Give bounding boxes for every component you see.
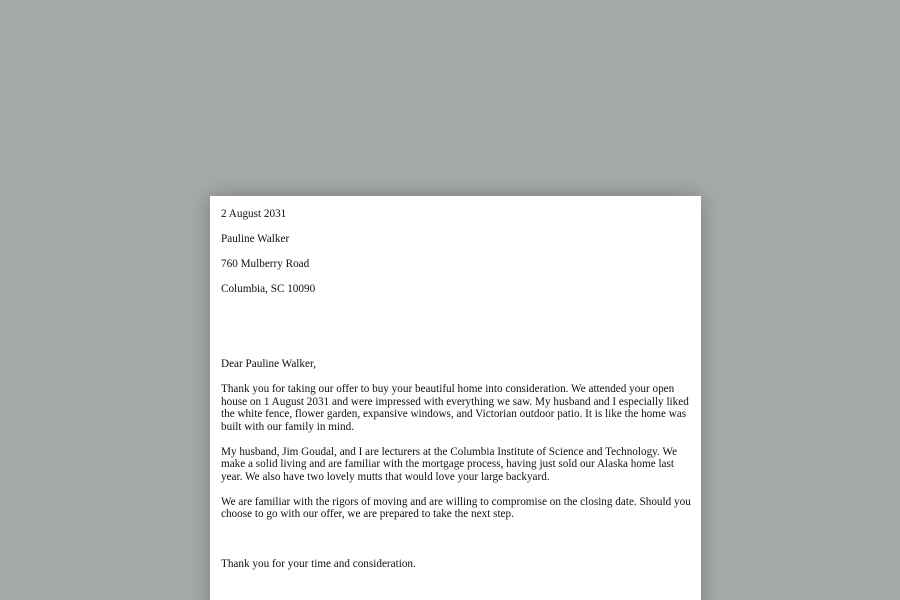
paragraph-line: choose to go with our offer, we are prepared to take the next step.	[221, 508, 514, 520]
body-paragraph-2	[221, 446, 677, 484]
body-paragraph-1	[221, 383, 689, 433]
body-paragraph-3	[221, 495, 691, 521]
paragraph-line: My husband, Jim Goudal, and I are lecturers at the Columbia Institute of Science and Technology. We	[221, 445, 678, 458]
paragraph-line: built with our family in mind.	[221, 420, 354, 433]
salutation: Dear Pauline Walker,	[221, 358, 317, 370]
closing-line: Thank you for your time and consideration.	[221, 558, 416, 570]
recipient-city-state-zip: Columbia, SC 10090	[221, 283, 316, 295]
letter-page	[210, 196, 701, 600]
paragraph-line: the white fence, flower garden, expansive windows, and Victorian outdoor patio. It is like the home was	[221, 408, 687, 420]
paragraph-line: We are familiar with the rigors of moving and are willing to compromise on the closing date. Should you	[221, 495, 691, 508]
paragraph-line: year. We also have two lovely mutts that would love your large backyard.	[221, 470, 550, 483]
paragraph-line: house on 1 August 2031 and were impressed with everything we saw. My husband and I especially liked	[221, 395, 689, 408]
recipient-street: 760 Mulberry Road	[221, 258, 310, 270]
letter-date: 2 August 2031	[221, 208, 287, 220]
recipient-name: Pauline Walker	[221, 233, 290, 245]
paragraph-line: make a solid living and are familiar with the mortgage process, having just sold our Alaska home last	[221, 458, 674, 470]
paragraph-line: Thank you for taking our offer to buy your beautiful home into consideration. We attended your open	[221, 383, 675, 395]
